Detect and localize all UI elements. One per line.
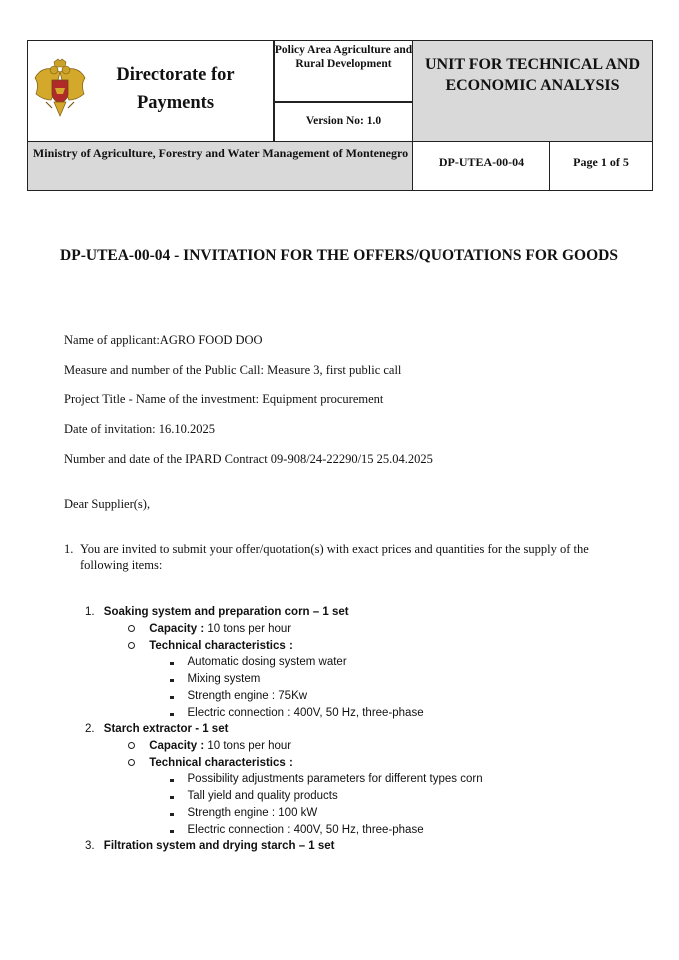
page-number-cell [549,141,653,191]
spec-item: Mixing system [170,671,260,688]
applicant-field: Name of applicant:AGRO FOOD DOO [64,333,263,347]
item-number: 3. [85,840,95,852]
doc-code-cell [412,141,551,191]
montenegro-coat-of-arms-icon [32,58,88,122]
unit-cell [412,40,653,143]
spec-item: Strength engine : 100 kW [170,805,317,822]
spec-item: Possibility adjustments parameters for different types corn [170,771,483,788]
document-header [27,40,653,191]
list-item [85,721,228,738]
version-number: Version No: 1.0 [305,115,382,127]
list-item [128,638,293,655]
spec-item: Tall yield and quality products [170,788,338,805]
ministry-name: Ministry of Agriculture, Forestry and Water Management of Montenegro [32,146,409,160]
list-item [85,604,349,621]
directorate-title: Directorate for Payments [116,65,235,113]
circle-bullet-icon [128,625,135,632]
circle-bullet-icon [128,642,135,649]
square-bullet-icon [170,662,174,666]
ministry-cell [27,141,414,191]
item-number: 2. [85,723,95,735]
square-bullet-icon [170,830,174,834]
item-number: 1. [85,606,95,618]
version-cell [273,101,414,143]
list-item [128,755,293,772]
square-bullet-icon [170,779,174,783]
square-bullet-icon [170,813,174,817]
capacity-label: Capacity : [149,740,205,752]
spec-item: Electric connection : 400V, 50 Hz, three-phase [170,705,424,722]
capacity-value: 10 tons per hour [204,740,292,752]
circle-bullet-icon [128,759,135,766]
contract-field: Number and date of the IPARD Contract 09-908/24-22290/15 25.04.2025 [64,452,433,466]
capacity-label: Capacity : [149,623,205,635]
intro-number: 1. [64,542,74,556]
tech-label: Technical characteristics : [149,640,293,652]
item-title: Starch extractor - 1 set [103,723,229,735]
policy-area: Policy Area Agriculture and Rural Development [274,44,413,70]
spec-item: Automatic dosing system water [170,654,347,671]
intro-paragraph [64,541,634,573]
list-item [128,738,291,755]
page-number: Page 1 of 5 [573,155,629,169]
spec-item: Strength engine : 75Kw [170,688,307,705]
measure-field: Measure and number of the Public Call: Measure 3, first public call [64,363,402,377]
project-field: Project Title - Name of the investment: Equipment procurement [64,392,384,406]
square-bullet-icon [170,696,174,700]
unit-title: UNIT FOR TECHNICAL AND ECONOMIC ANALYSIS [424,56,640,94]
intro-text: You are invited to submit your offer/quotation(s) with exact prices and quantities for the supply of the following items: [80,542,589,572]
item-title: Soaking system and preparation corn – 1 set [103,606,349,618]
document-title: DP-UTEA-00-04 - INVITATION FOR THE OFFERS/QUOTATIONS FOR GOODS [60,247,618,264]
tech-label: Technical characteristics : [149,757,293,769]
doc-code: DP-UTEA-00-04 [438,155,525,169]
square-bullet-icon [170,679,174,683]
spec-item: Electric connection : 400V, 50 Hz, three-phase [170,822,424,839]
square-bullet-icon [170,713,174,717]
circle-bullet-icon [128,742,135,749]
item-title: Filtration system and drying starch – 1 set [103,840,335,852]
salutation: Dear Supplier(s), [64,497,151,511]
date-field: Date of invitation: 16.10.2025 [64,422,216,436]
policy-area-cell [273,40,414,103]
list-item [85,838,335,855]
capacity-value: 10 tons per hour [204,623,292,635]
directorate-cell [27,40,275,143]
list-item [128,621,291,638]
square-bullet-icon [170,796,174,800]
